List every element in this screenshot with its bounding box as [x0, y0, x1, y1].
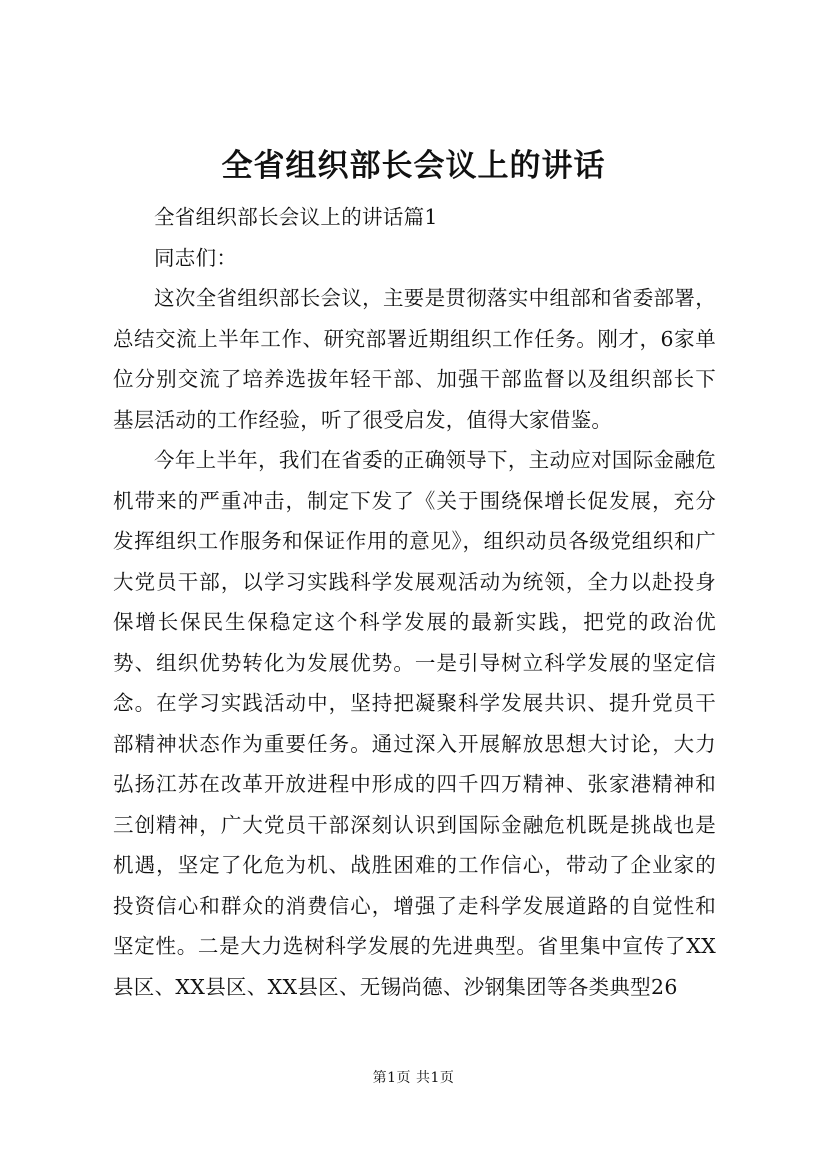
- page-number-footer: 第1页 共1页: [372, 1070, 455, 1086]
- salutation: 同志们：: [154, 245, 238, 270]
- section-heading: 全省组织部长会议上的讲话篇1: [154, 205, 438, 229]
- body-paragraph: 今年上半年，我们在省委的正确领导下，主动应对国际金融危机带来的严重冲击，制定下发了《关于围绕保增长促发展，充分发挥组织工作服务和保证作用的意见》，组织动员各级党组织和广大党员干部，以学习实践科学发展观活动为统领，全力以赴投身保增长保民生保稳定这个科学发展的最新实践，把党的政治优势、组织优势转化为发展优势。一是引导树立科学发展的坚定信念。在学习实践活动中，坚持把凝聚科学发展共识、提升党员干部精神状态作为重要任务。通过深入开展解放思想大讨论，大力弘扬江苏在改革开放进程中形成的四千四万精神、张家港精神和三创精神，广大党员干部深刻认识到国际金融危机既是挑战也是机遇，坚定了化危为机、战胜困难的工作信心，带动了企业家的投资信心和群众的消费信心，增强了走科学发展道路的自觉性和坚定性。二是大力选树科学发展的先进典型。省里集中宣传了XX县区、XX县区、XX县区、无锡尚德、沙钢集团等各类典型26: [113, 448, 716, 999]
- body-paragraph: 这次全省组织部长会议，主要是贯彻落实中组部和省委部署，总结交流上半年工作、研究部署近期组织工作任务。刚才，6家单位分别交流了培养选拔年轻干部、加强干部监督以及组织部长下基层活动的工作经验，听了很受启发，值得大家借鉴。: [113, 286, 716, 432]
- document-body: [113, 197, 716, 1007]
- document-title: 全省组织部长会议上的讲话: [221, 148, 606, 184]
